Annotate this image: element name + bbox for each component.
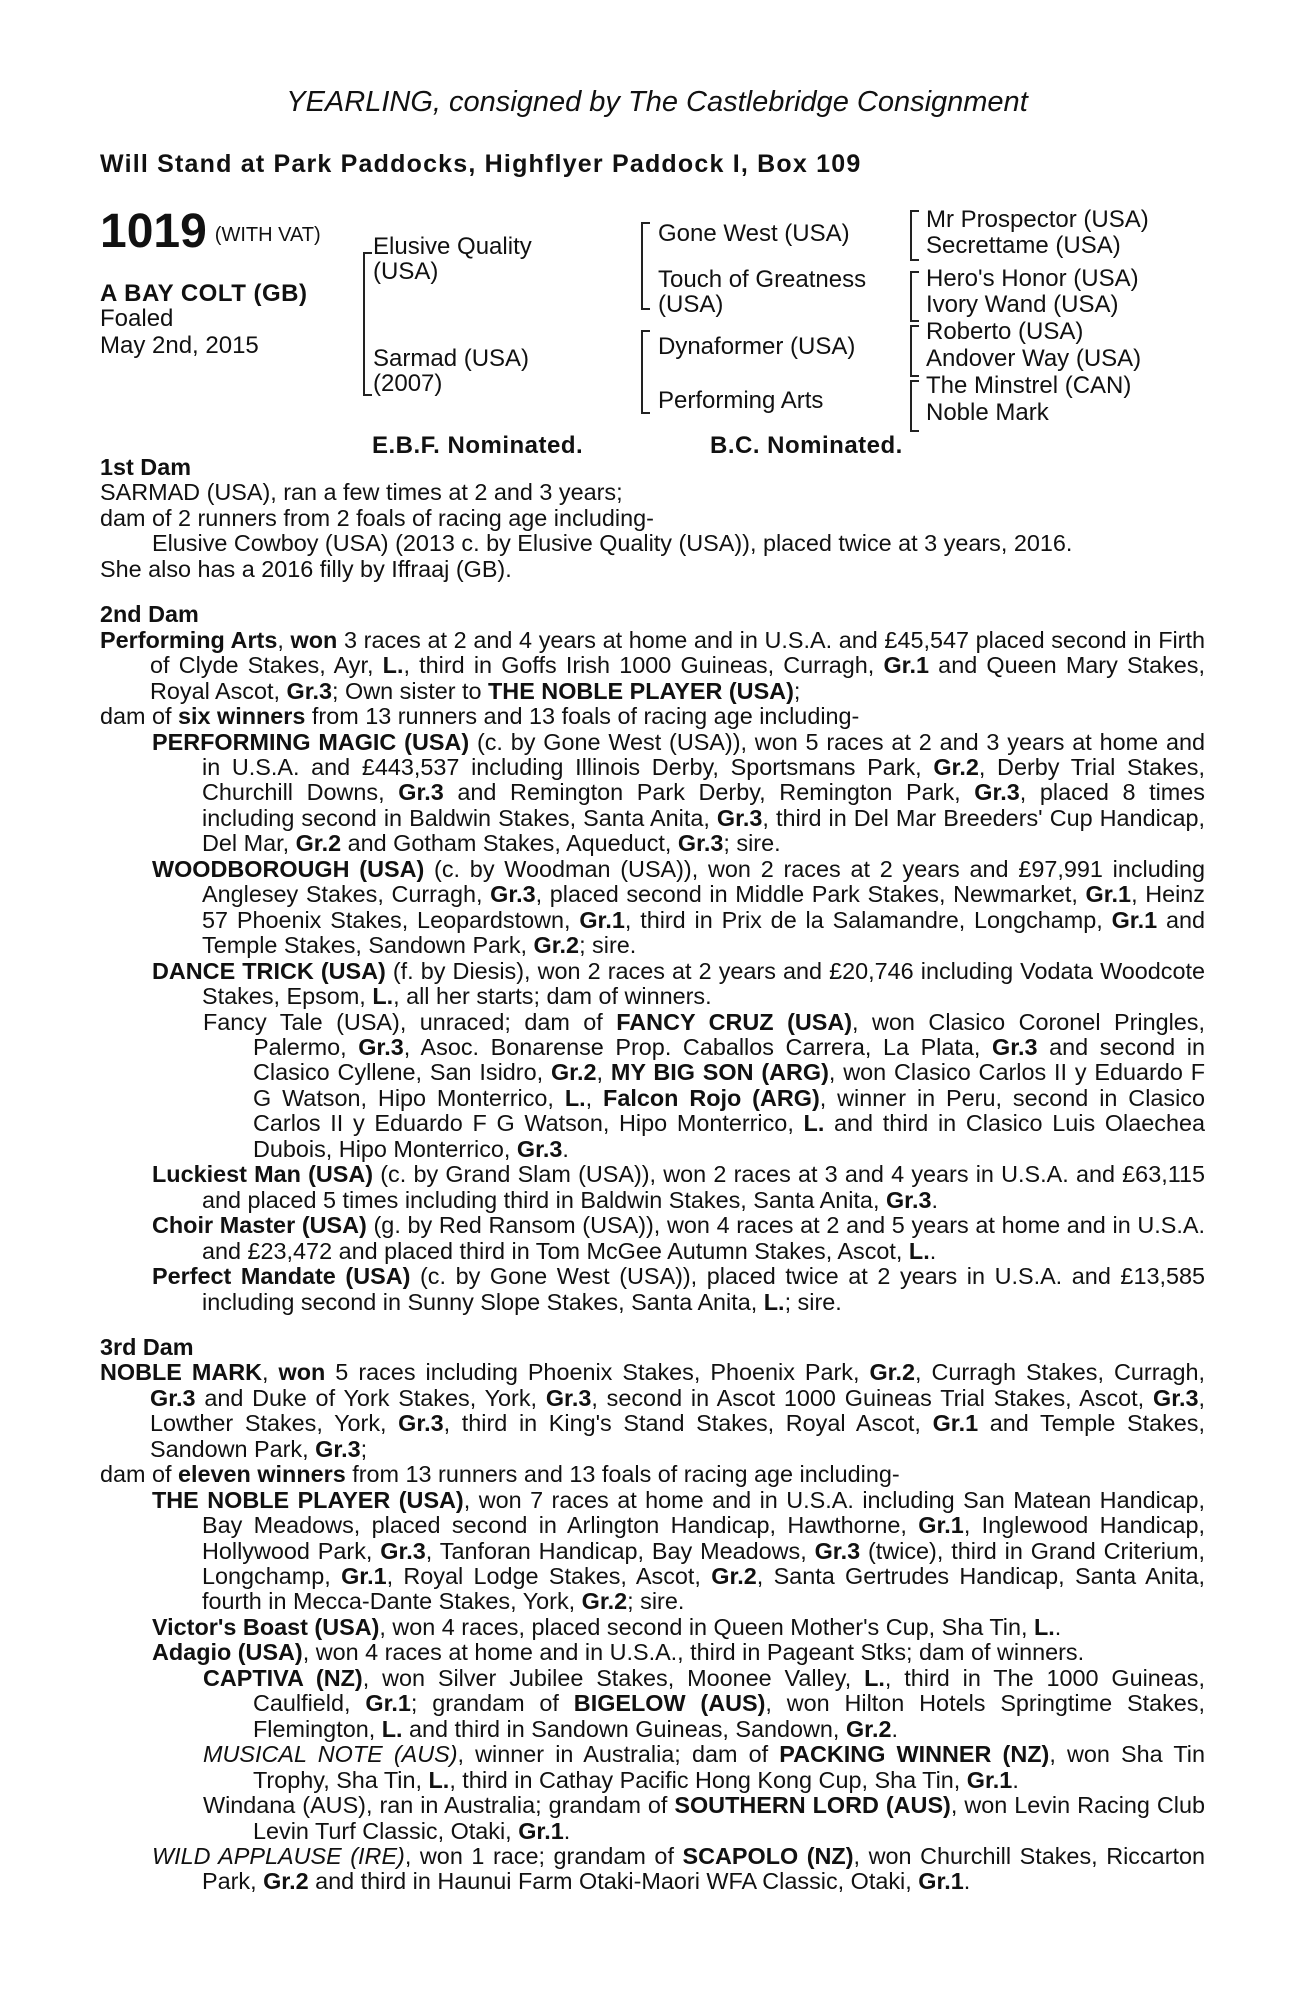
first-dam-heading: 1st Dam xyxy=(100,454,192,480)
lot-number-value: 1019 xyxy=(100,205,207,258)
g3-1: Mr Prospector (USA) xyxy=(926,206,1149,233)
catalogue-body xyxy=(100,455,1205,1895)
first-dam-produce-intro: dam of 2 runners from 2 foals of racing age including- xyxy=(100,504,654,531)
sire-dam: Touch of Greatness (USA) xyxy=(658,266,867,318)
stand-location: Will Stand at Park Paddocks, Highflyer Paddock I, Box 109 xyxy=(100,150,862,178)
ebf-nominated: E.B.F. Nominated. xyxy=(372,432,584,459)
sire-name: Elusive Quality (USA) xyxy=(373,233,532,285)
vat-note: (WITH VAT) xyxy=(214,224,321,246)
foaled-info xyxy=(100,305,259,359)
second-dam-heading: 2nd Dam xyxy=(100,601,199,628)
lot-description: A BAY COLT (GB) xyxy=(100,280,308,307)
second-dam-record: Performing Arts, won 3 races at 2 and 4 years at home and in U.S.A. and £45,547 placed second in Firth of Clyde Stakes, Ayr, L., third in Goffs Irish 1000 Guineas, Curragh, Gr.1 and Queen Mary Stakes, Royal Ascot, Gr.3; Own sister to THE NOBLE PLAYER (USA); xyxy=(100,626,1205,704)
sire-sire: Gone West (USA) xyxy=(658,220,850,247)
produce-musical-note: MUSICAL NOTE (AUS), winner in Australia; dam of PACKING WINNER (NZ), won Sha Tin Trophy, Sha Tin, L., third in Cathay Pacific Hong Kong Cup, Sha Tin, Gr.1. xyxy=(203,1741,1205,1793)
g3-8: Noble Mark xyxy=(926,399,1049,426)
g3-4: Ivory Wand (USA) xyxy=(926,291,1119,318)
third-dam-heading: 3rd Dam xyxy=(100,1333,194,1360)
produce-perfect-mandate: Perfect Mandate (USA) (c. by Gone West (USA)), placed twice at 2 years in U.S.A. and £13,585 including second in Sunny Slope Stakes, Santa Anita, L.; sire. xyxy=(152,1263,1205,1315)
dam-name: Sarmad (USA) (2007) xyxy=(373,345,530,397)
produce-adagio: Adagio (USA), won 4 races at home and in U.S.A., third in Pageant Stks; dam of winners. xyxy=(152,1639,1085,1666)
third-dam-record: NOBLE MARK, won 5 races including Phoenix Stakes, Phoenix Park, Gr.2, Curragh Stakes, Curragh, Gr.3 and Duke of York Stakes, York, Gr.3, second in Ascot 1000 Guineas Trial Stakes, Ascot, Gr.3, Lowther Stakes, York, Gr.3, third in King's Stand Stakes, Royal Ascot, Gr.1 and Temple Stakes, Sandown Park, Gr.3; xyxy=(100,1359,1206,1462)
g3-2: Secrettame (USA) xyxy=(926,232,1121,259)
produce-luckiest-man: Luckiest Man (USA) (c. by Grand Slam (USA)), won 2 races at 3 and 4 years in U.S.A. and £63,115 and placed 5 times including third in Baldwin Stakes, Santa Anita, Gr.3. xyxy=(152,1161,1205,1213)
g3-6: Andover Way (USA) xyxy=(926,345,1142,372)
produce-performing-magic: PERFORMING MAGIC (USA) (c. by Gone West (USA)), won 5 races at 2 and 3 years at home and in U.S.A. and £443,537 including Illinois Derby, Sportsmans Park, Gr.2, Derby Trial Stakes, Churchill Downs, Gr.3 and Remington Park Derby, Remington Park, Gr.3, placed 8 times including second in Baldwin Stakes, Santa Anita, Gr.3, third in Del Mar Breeders' Cup Handicap, Del Mar, Gr.2 and Gotham Stakes, Aqueduct, Gr.3; sire. xyxy=(152,728,1205,857)
produce-fancy-tale: Fancy Tale (USA), unraced; dam of FANCY CRUZ (USA), won Clasico Coronel Pringles, Palermo, Gr.3, Asoc. Bonarense Prop. Caballos Carrera, La Plata, Gr.3 and second in Clasico Cyllene, San Isidro, Gr.2, MY BIG SON (ARG), won Clasico Carlos II y Eduardo F G Watson, Hipo Monterrico, L., Falcon Rojo (ARG), winner in Peru, second in Clasico Carlos II y Eduardo F G Watson, Hipo Monterrico, L. and third in Clasico Luis Olaechea Dubois, Hipo Monterrico, Gr.3. xyxy=(203,1008,1206,1162)
sire-dam-brace xyxy=(363,252,372,396)
consignment-line: YEARLING, consigned by The Castlebridge Consignment xyxy=(286,86,1028,118)
produce-dance-trick: DANCE TRICK (USA) (f. by Diesis), won 2 races at 2 years and £20,746 including Vodata Woodcote Stakes, Epsom, L., all her starts; dam of winners. xyxy=(152,957,1205,1010)
brace-g3b xyxy=(910,271,919,322)
bc-nominated: B.C. Nominated. xyxy=(710,432,903,459)
dam-sire: Dynaformer (USA) xyxy=(658,333,856,360)
foaled-label: Foaled xyxy=(100,305,174,332)
foaled-date: May 2nd, 2015 xyxy=(100,332,259,359)
brace-g3d xyxy=(910,380,919,432)
produce-woodborough: WOODBOROUGH (USA) (c. by Woodman (USA)), won 2 races at 2 years and £97,991 including Anglesey Stakes, Curragh, Gr.3, placed second in Middle Park Stakes, Newmarket, Gr.1, Heinz 57 Phoenix Stakes, Leopardstown, Gr.1, third in Prix de la Salamandre, Longchamp, Gr.1 and Temple Stakes, Sandown Park, Gr.2; sire. xyxy=(152,855,1205,959)
brace-g3a xyxy=(910,210,919,261)
g3-3: Hero's Honor (USA) xyxy=(926,265,1139,292)
first-dam-foal: Elusive Cowboy (USA) (2013 c. by Elusive Quality (USA)), placed twice at 3 years, 2016. xyxy=(152,530,1073,557)
first-dam-note: She also has a 2016 filly by Iffraaj (GB). xyxy=(100,555,512,582)
brace-g3c xyxy=(910,325,919,377)
dam-dam: Performing Arts xyxy=(658,387,824,414)
dam-parents-brace xyxy=(641,330,650,414)
produce-choir-master: Choir Master (USA) (g. by Red Ransom (USA)), won 4 races at 2 and 5 years at home and in U.S.A. and £23,472 and placed third in Tom McGee Autumn Stakes, Ascot, L.. xyxy=(152,1212,1205,1264)
g3-5: Roberto (USA) xyxy=(926,318,1084,345)
g3-7: The Minstrel (CAN) xyxy=(926,372,1132,399)
produce-victors-boast: Victor's Boast (USA), won 4 races, placed second in Queen Mother's Cup, Sha Tin, L.. xyxy=(152,1613,1062,1640)
sire-parents-brace xyxy=(641,222,650,310)
first-dam-line: SARMAD (USA), ran a few times at 2 and 3 years; xyxy=(100,479,623,506)
produce-wild-applause: WILD APPLAUSE (IRE), won 1 race; grandam of SCAPOLO (NZ), won Churchill Stakes, Riccarton Park, Gr.2 and third in Haunui Farm Otaki-Maori WFA Classic, Otaki, Gr.1. xyxy=(152,1843,1206,1895)
produce-the-noble-player: THE NOBLE PLAYER (USA), won 7 races at home and in U.S.A. including San Matean Handicap, Bay Meadows, placed second in Arlington Handicap, Hawthorne, Gr.1, Inglewood Handicap, Hollywood Park, Gr.3, Tanforan Handicap, Bay Meadows, Gr.3 (twice), third in Grand Criterium, Longchamp, Gr.1, Royal Lodge Stakes, Ascot, Gr.2, Santa Gertrudes Handicap, Santa Anita, fourth in Mecca-Dante Stakes, York, Gr.2; sire. xyxy=(152,1486,1206,1615)
produce-captiva: CAPTIVA (NZ), won Silver Jubilee Stakes, Moonee Valley, L., third in The 1000 Guineas, Caulfield, Gr.1; grandam of BIGELOW (AUS), won Hilton Hotels Springtime Stakes, Flemington, L. and third in Sandown Guineas, Sandown, Gr.2. xyxy=(203,1664,1205,1742)
lot-number xyxy=(100,205,321,259)
second-dam-produce-intro: dam of six winners from 13 runners and 13 foals of racing age including- xyxy=(100,703,860,730)
produce-windana: Windana (AUS), ran in Australia; grandam of SOUTHERN LORD (AUS), won Levin Racing Club Levin Turf Classic, Otaki, Gr.1. xyxy=(203,1792,1205,1844)
third-dam-produce-intro: dam of eleven winners from 13 runners and 13 foals of racing age including- xyxy=(100,1461,900,1488)
